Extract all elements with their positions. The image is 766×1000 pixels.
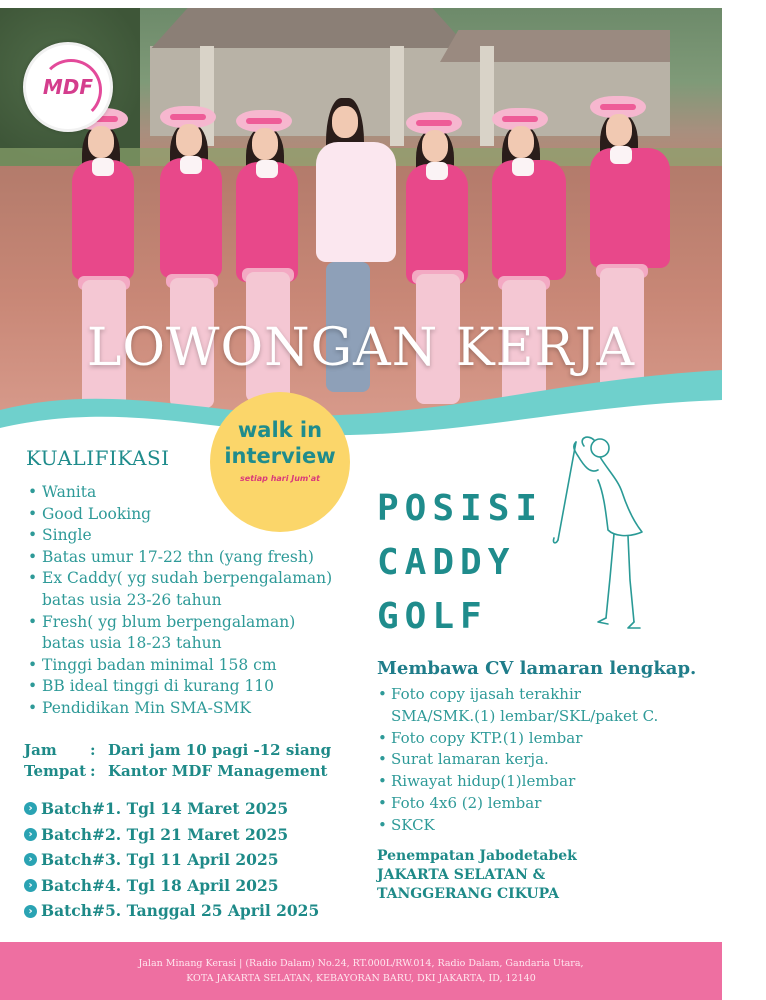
qualification-item: • Good Looking [26, 504, 332, 526]
batch-text: Batch#2. Tgl 21 Maret 2025 [41, 824, 289, 844]
placement-line1: Penempatan Jabodetabek [377, 848, 577, 864]
position-line2: CADDY [377, 542, 516, 583]
roof [130, 8, 490, 48]
batch-item [24, 873, 319, 899]
qualifications-title: KUALIFIKASI [26, 446, 170, 470]
roof-right [440, 30, 670, 62]
placement-line3: TANGGERANG CIKUPA [377, 886, 559, 902]
arrow-circle-icon: › [24, 905, 37, 918]
cv-item-cont: SMA/SMK.(1) lembar/SKL/paket C. [391, 706, 659, 725]
cv-item: • Surat lamaran kerja. [377, 749, 658, 771]
jam-label: Jam [24, 741, 57, 759]
batch-list [24, 796, 319, 924]
address-line1: Jalan Minang Kerasi | (Radio Dalam) No.24, RT.000L/RW.014, Radio Dalam, Gandaria Utara, [138, 958, 584, 969]
address-line2: KOTA JAKARTA SELATAN, KEBAYORAN BARU, DKI JAKARTA, ID, 12140 [186, 973, 536, 984]
arrow-circle-icon: › [24, 802, 37, 815]
batch-text: Batch#1. Tgl 14 Maret 2025 [41, 799, 289, 818]
walk-in-line1: walk in [237, 418, 323, 442]
tempat-label: Tempat [24, 762, 86, 780]
walk-in-line2: interview [224, 444, 336, 468]
qualification-item: • Batas umur 17-22 thn (yang fresh) [26, 547, 332, 569]
qualification-item: • Fresh( yg blum berpengalaman) [26, 612, 332, 634]
qualification-item: • Wanita [26, 482, 332, 504]
colon: : [90, 762, 96, 780]
position-line3: GOLF [377, 596, 488, 637]
arrow-circle-icon: › [24, 828, 37, 841]
footer-bar [0, 942, 722, 1000]
walk-in-note: setiap hari Jum'at [240, 474, 320, 483]
qualifications-list [26, 482, 332, 720]
cv-item: • SKCK [377, 815, 658, 837]
qualification-item: • Pendidikan Min SMA-SMK [26, 698, 332, 720]
cv-title: Membawa CV lamaran lengkap. [377, 658, 697, 679]
mdf-logo [23, 42, 113, 132]
batch-text: Batch#3. Tgl 11 April 2025 [41, 850, 279, 870]
arrow-circle-icon: › [24, 879, 37, 892]
qualification-item: • Single [26, 525, 332, 547]
cv-item: • Riwayat hidup(1)lembar [377, 771, 658, 793]
cv-item: • Foto 4x6 (2) lembar [377, 793, 658, 815]
headline: LOWONGAN KERJA [86, 318, 636, 378]
golfer-illustration-icon [548, 430, 668, 640]
pillar [480, 46, 494, 146]
placement [377, 847, 577, 904]
colon: : [90, 741, 96, 759]
tempat-value: Kantor MDF Management [108, 762, 328, 780]
arrow-circle-icon: › [24, 853, 37, 866]
placement-line2: JAKARTA SELATAN & [377, 867, 546, 883]
qualification-item: • BB ideal tinggi di kurang 110 [26, 676, 332, 698]
batch-text: Batch#5. Tanggal 25 April 2025 [41, 901, 320, 921]
footer-address [40, 956, 682, 986]
cv-list [377, 684, 658, 837]
schedule [24, 740, 331, 782]
batch-item [24, 822, 319, 848]
qualification-item-cont: batas usia 23-26 tahun [42, 590, 222, 609]
right-margin [722, 0, 766, 1000]
qualification-item-cont: batas usia 18-23 tahun [42, 634, 222, 653]
batch-text: Batch#4. Tgl 18 April 2025 [41, 875, 279, 895]
qualification-item: • Ex Caddy( yg sudah berpengalaman) [26, 568, 332, 590]
jam-value: Dari jam 10 pagi -12 siang [108, 741, 332, 759]
position-line1: POSISI [377, 488, 544, 529]
logo-text: MDF [42, 75, 94, 99]
batch-item [24, 847, 319, 873]
pillar [390, 46, 404, 146]
batch-item [24, 796, 319, 822]
batch-item [24, 898, 319, 924]
qualification-item: • Tinggi badan minimal 158 cm [26, 655, 332, 677]
cv-item: • Foto copy KTP.(1) lembar [377, 728, 658, 750]
position-title [377, 482, 543, 644]
cv-item: • Foto copy ijasah terakhir [377, 684, 658, 706]
